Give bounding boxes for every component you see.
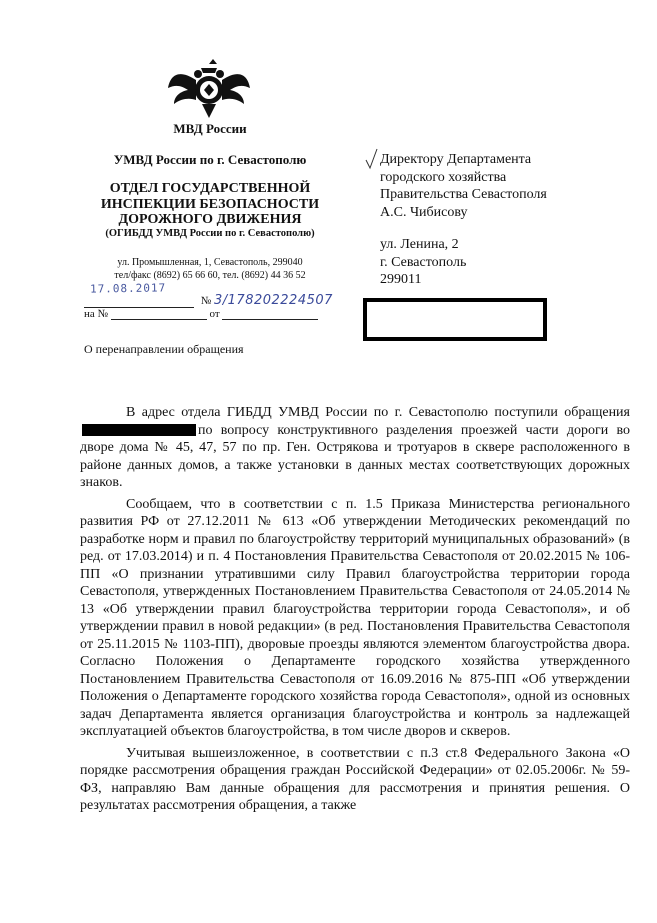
redacted-name [82, 424, 196, 436]
org-abbreviation: (ОГИБДД УМВД России по г. Севастополю) [105, 228, 315, 239]
recipient-address-line: ул. Ленина, 2 [380, 237, 459, 252]
recipient-address-line: 299011 [380, 272, 422, 287]
letter-body [80, 404, 630, 819]
recipient-line: Директору Департамента [380, 152, 532, 167]
org-department: УМВД России по г. Севастополю [113, 152, 307, 167]
org-street-address: ул. Промышленная, 1, Севастополь, 299040 [117, 257, 303, 268]
recipient-line: городского хозяйства [380, 169, 507, 185]
redacted-box [363, 298, 547, 341]
reg-number-prefix: № [200, 295, 212, 307]
checkmark-icon [364, 148, 378, 170]
reply-to-prefix: на № [84, 308, 109, 320]
body-paragraph [80, 404, 630, 492]
org-unit-line: ИНСПЕКЦИИ БЕЗОПАСНОСТИ [100, 196, 320, 212]
org-name: МВД России [173, 121, 247, 136]
reply-to-line [84, 308, 318, 320]
recipient-line: А.С. Чибисову [380, 204, 468, 220]
reply-to-from: от [209, 308, 220, 320]
org-unit-line: ОТДЕЛ ГОСУДАРСТВЕННОЙ [109, 181, 311, 196]
reply-date-blank [222, 319, 318, 320]
letter-subject: О перенаправлении обращения [84, 342, 244, 356]
reg-number: 3/178202224507 [214, 293, 333, 308]
body-paragraph: Сообщаем, что в соответствии с п. 1.5 Приказа Министерства регионального развития РФ от 27.12.2011 № 613 «Об утверждении Методических рекомендаций по разработке норм и правил по благоустройству территорий муниципальных образований» (в ред. от 17.03.2014) и п. 4 Постановления Правительства Севастополя от 20.02.2015 № 106-ПП «О признании утратившими силу Правил благоустройства территории города Севастополя, утвержденных Постановлением Правительства Севастополя от 24.05.2014 № 13 «Об утверждении правил благоустройства территории города Севастополя», и об утверждении правил в новой редакции» (в ред. Постановления Правительства Севастополя от 25.11.2015 № 1103-ПП), дворовые проезды являются элементом благоустройства двора. Согласно Положения о Департаменте городского хозяйства утвержденного Постановлением Правительства Севастополя от 16.09.2016 № 875-ПП «Об утверждении Положения о Департаменте городского хозяйства города Севастополя», одной из основных задач Департамента является организация благоустройства и контроль за надлежащей эксплуатацией объектов благоустройства, в том числе дворов и скверов. [80, 496, 630, 739]
mvd-emblem-icon [168, 58, 250, 120]
recipient-block [380, 151, 547, 221]
recipient-address-line: г. Севастополь [380, 254, 467, 270]
body-paragraph: Учитывая вышеизложенное, в соответствии с п.3 ст.8 Федерального Закона «О порядке рассмотрения обращения граждан Российской Федерации» от 02.05.2006г. № 59-ФЗ, направляю Вам данные обращения для рассмотрения и принятия решения. О результатах рассмотрения обращения, а также [80, 745, 630, 813]
body-text: по вопросу конструктивного разделения проезжей части дороги во дворе дома № 45, 47, 57 по пр. Ген. Острякова и тротуаров в сквере расположенного в районе данных домов, а также установки в данных местах соответствующих дорожных знаков. [80, 422, 630, 490]
recipient-address [380, 236, 466, 289]
body-text: В адрес отдела ГИБДД УМВД России по г. Севастополю поступили обращения [126, 405, 630, 420]
org-unit [60, 181, 360, 228]
org-phones: тел/факс (8692) 65 66 60, тел. (8692) 44 36 52 [114, 270, 306, 281]
recipient-line: Правительства Севастополя [380, 187, 547, 202]
org-unit-line: ДОРОЖНОГО ДВИЖЕНИЯ [118, 212, 302, 227]
date-stamp: 17.08.2017 [89, 281, 167, 296]
org-address [60, 256, 360, 282]
reply-number-blank [111, 319, 207, 320]
registration-line [84, 293, 333, 308]
